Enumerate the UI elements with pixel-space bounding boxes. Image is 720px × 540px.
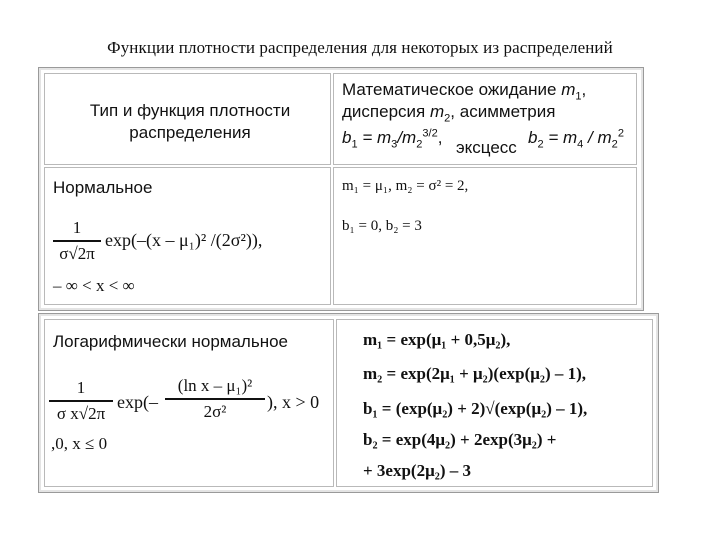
normal-frac-bar xyxy=(53,240,101,242)
normal-moments-line1: m₁ = μ₁, m₂ = σ² = 2, xyxy=(342,178,469,194)
lognormal-frac-bar xyxy=(49,400,113,402)
header-excess-label: эксцесс xyxy=(456,138,517,157)
normal-moments-line2: b₁ = 0, b₂ = 3 xyxy=(342,218,422,234)
header-b2-formula xyxy=(528,127,624,151)
header-mean-sub: 1 xyxy=(575,90,582,103)
lognormal-frac-num: 1 xyxy=(76,378,86,397)
header-moments-line1: Математическое ожидание $m_1$, xyxy=(342,80,587,103)
b2-sub: 2 xyxy=(537,138,544,151)
lognormal-m2: m₂ = exp(2μ₁ + μ₂)(exp(μ₂) – 1), xyxy=(363,364,587,383)
header-variance-sub: 2 xyxy=(444,112,451,125)
normal-density-cell xyxy=(44,167,331,305)
header-mean-var: m xyxy=(561,80,576,99)
b1-eq: = m xyxy=(357,128,392,147)
b1-exp: 3/2 xyxy=(422,127,438,140)
header-skew-text: , асимметрия xyxy=(450,102,556,121)
distribution-table-bottom xyxy=(38,313,659,493)
normal-formula: exp(–(x – μ₁)² /(2σ²)), xyxy=(105,230,263,250)
header-variance-var: m xyxy=(429,102,445,121)
lognormal-exp-suffix: ), x > 0 xyxy=(267,392,320,412)
header-type-label: Тип и функция плотности распределения xyxy=(89,101,291,142)
lognormal-zero-case: ,0, x ≤ 0 xyxy=(51,434,108,453)
b1-m-sub: 3 xyxy=(391,138,398,151)
lognormal-b2: b₂ = exp(4μ₂) + 2exp(3μ₂) + xyxy=(363,430,557,449)
lognormal-moments-cell xyxy=(336,319,653,487)
header-variance-text: дисперсия xyxy=(342,102,430,121)
normal-frac-den: σ√2π xyxy=(59,243,95,263)
normal-frac-num: 1 xyxy=(72,218,82,237)
lognormal-exp-prefix: exp(– xyxy=(117,392,158,412)
page-title: Функции плотности распределения для некоторых из распределений xyxy=(107,38,613,57)
lognormal-name: Логарифмически нормальное xyxy=(53,332,288,351)
header-mean-text: Математическое ожидание xyxy=(342,80,562,99)
b2-m2-sub: 2 xyxy=(611,138,618,151)
header-b1-formula: $b_1 = m_3/m_2^{3/2}$, xyxy=(342,127,443,151)
lognormal-inner-bar xyxy=(165,398,265,400)
header-moments-line2 xyxy=(342,102,556,125)
b2-exp: 2 xyxy=(617,127,624,140)
normal-range: – ∞ < x < ∞ xyxy=(53,276,135,295)
b1-slash: /m xyxy=(397,128,417,147)
lognormal-fraction xyxy=(49,378,113,424)
lognormal-inner-num: (ln x – μ₁)² xyxy=(177,376,253,395)
normal-fraction xyxy=(53,218,101,264)
normal-name: Нормальное xyxy=(53,178,153,197)
b1-m2-sub: 2 xyxy=(416,138,423,151)
b2-eq: = m xyxy=(543,128,578,147)
b2-m-sub: 4 xyxy=(577,138,584,151)
lognormal-inner-fraction xyxy=(165,376,265,422)
lognormal-frac-den: σ x√2π xyxy=(56,403,106,423)
b1-sub: 1 xyxy=(351,138,358,151)
header-cell-type xyxy=(44,73,331,165)
normal-moments-cell xyxy=(333,167,637,305)
lognormal-b2-continuation: + 3exp(2μ₂) – 3 xyxy=(363,461,471,480)
b1-symbol: b xyxy=(342,128,352,147)
lognormal-b1: b₁ = (exp(μ₂) + 2)√(exp(μ₂) – 1), xyxy=(363,399,588,418)
lognormal-density-cell xyxy=(44,319,334,487)
lognormal-inner-den: 2σ² xyxy=(203,401,227,421)
b2-slash: / m xyxy=(583,128,612,147)
b2-symbol: b xyxy=(528,128,538,147)
distribution-table-top xyxy=(38,67,644,311)
header-cell-moments xyxy=(333,73,637,165)
lognormal-m1: m₁ = exp(μ₁ + 0,5μ₂), xyxy=(363,330,511,349)
